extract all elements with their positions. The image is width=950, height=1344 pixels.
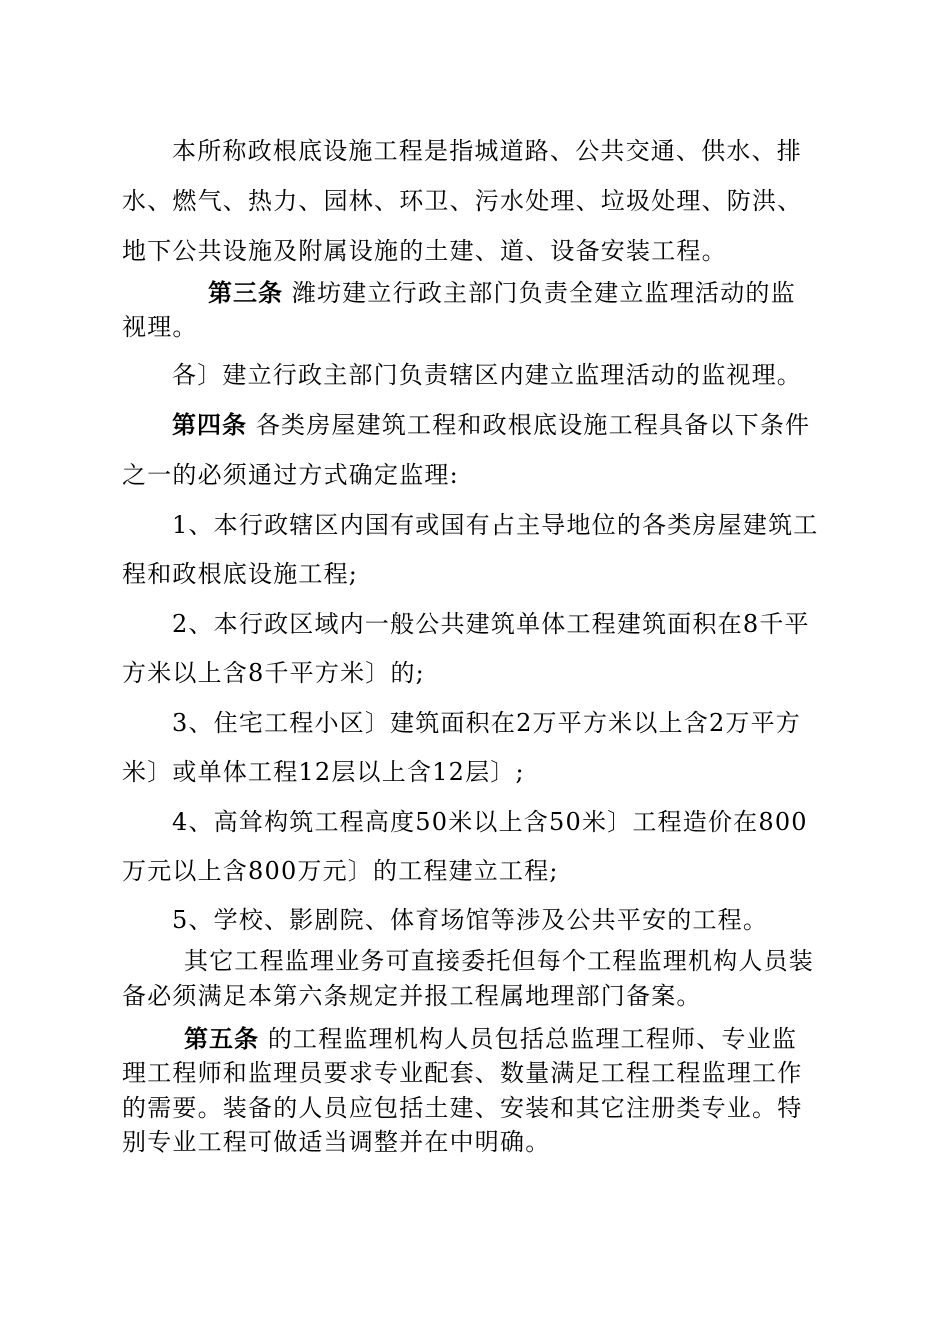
paragraph-line-6 xyxy=(172,360,802,390)
list-item-4-line-1 xyxy=(172,807,808,837)
list-item-5-line-1 xyxy=(172,905,768,935)
article-label: 第三条 xyxy=(208,279,283,307)
line-text: 3、住宅工程小区〕建筑面积在2万平方米以上含2万平方 xyxy=(172,709,802,737)
paragraph-line-21 xyxy=(122,1058,802,1088)
line-text: 视理。 xyxy=(122,313,198,341)
line-text: 其它工程监理业务可直接委托但每个工程监理机构人员装 xyxy=(184,947,814,975)
article-label: 第四条 xyxy=(172,411,247,439)
article-4-heading-line xyxy=(172,410,810,440)
article-label: 第五条 xyxy=(184,1025,259,1053)
article-5-heading-line xyxy=(184,1024,797,1054)
line-text: 备必须满足本第六条规定并报工程属地理部门备案。 xyxy=(122,982,702,1010)
line-text: 潍坊建立行政主部门负责全建立监理活动的监 xyxy=(283,279,796,307)
line-text: 之一的必须通过方式确定监理: xyxy=(122,461,459,489)
line-text: 理工程师和监理员要求专业配套、数量满足工程工程监理工作 xyxy=(122,1059,803,1087)
line-text: 地下公共设施及附属设施的土建、道、设备安装工程。 xyxy=(122,237,727,265)
list-item-1-line-2 xyxy=(122,559,358,589)
line-text: 别专业工程可做适当调整并在中明确。 xyxy=(122,1128,551,1156)
paragraph-line-2 xyxy=(122,186,802,216)
line-text: 万元以上含800万元〕的工程建立工程; xyxy=(122,857,559,885)
paragraph-line-5 xyxy=(122,312,198,342)
line-text: 各类房屋建筑工程和政根底设施工程具备以下条件 xyxy=(247,411,811,439)
list-item-3-line-2 xyxy=(122,757,525,787)
paragraph-line-8 xyxy=(122,460,459,490)
paragraph-line-23 xyxy=(122,1127,550,1157)
line-text: 水、燃气、热力、园林、环卫、污水处理、垃圾处理、防洪、 xyxy=(122,187,803,215)
list-item-2-line-1 xyxy=(172,609,810,639)
line-text: 4、高耸构筑工程高度50米以上含50米〕工程造价在800 xyxy=(172,808,808,836)
article-3-heading-line xyxy=(208,278,796,308)
list-item-3-line-1 xyxy=(172,708,801,738)
line-text: 方米以上含8千平方米〕的; xyxy=(122,659,425,687)
line-text: 2、本行政区域内一般公共建筑单体工程建筑面积在8千平 xyxy=(172,610,810,638)
paragraph-line-1 xyxy=(172,136,802,166)
list-item-4-line-2 xyxy=(122,856,559,886)
line-text: 各〕建立行政主部门负责辖区内建立监理活动的监视理。 xyxy=(172,361,802,389)
paragraph-line-3 xyxy=(122,236,727,266)
line-text: 5、学校、影剧院、体育场馆等涉及公共平安的工程。 xyxy=(172,906,769,934)
line-text: 程和政根底设施工程; xyxy=(122,560,359,588)
paragraph-line-19 xyxy=(122,981,702,1011)
paragraph-line-22 xyxy=(122,1093,802,1123)
line-text: 本所称政根底设施工程是指城道路、公共交通、供水、排 xyxy=(172,137,802,165)
list-item-1-line-1 xyxy=(172,510,818,540)
line-text: 米〕或单体工程12层以上含12层〕; xyxy=(122,758,525,786)
paragraph-line-18 xyxy=(184,946,814,976)
line-text: 的工程监理机构人员包括总监理工程师、专业监 xyxy=(259,1025,798,1053)
list-item-2-line-2 xyxy=(122,658,425,688)
line-text: 的需要。装备的人员应包括土建、安装和其它注册类专业。特 xyxy=(122,1094,803,1122)
line-text: 1、本行政辖区内国有或国有占主导地位的各类房屋建筑工 xyxy=(172,511,819,539)
